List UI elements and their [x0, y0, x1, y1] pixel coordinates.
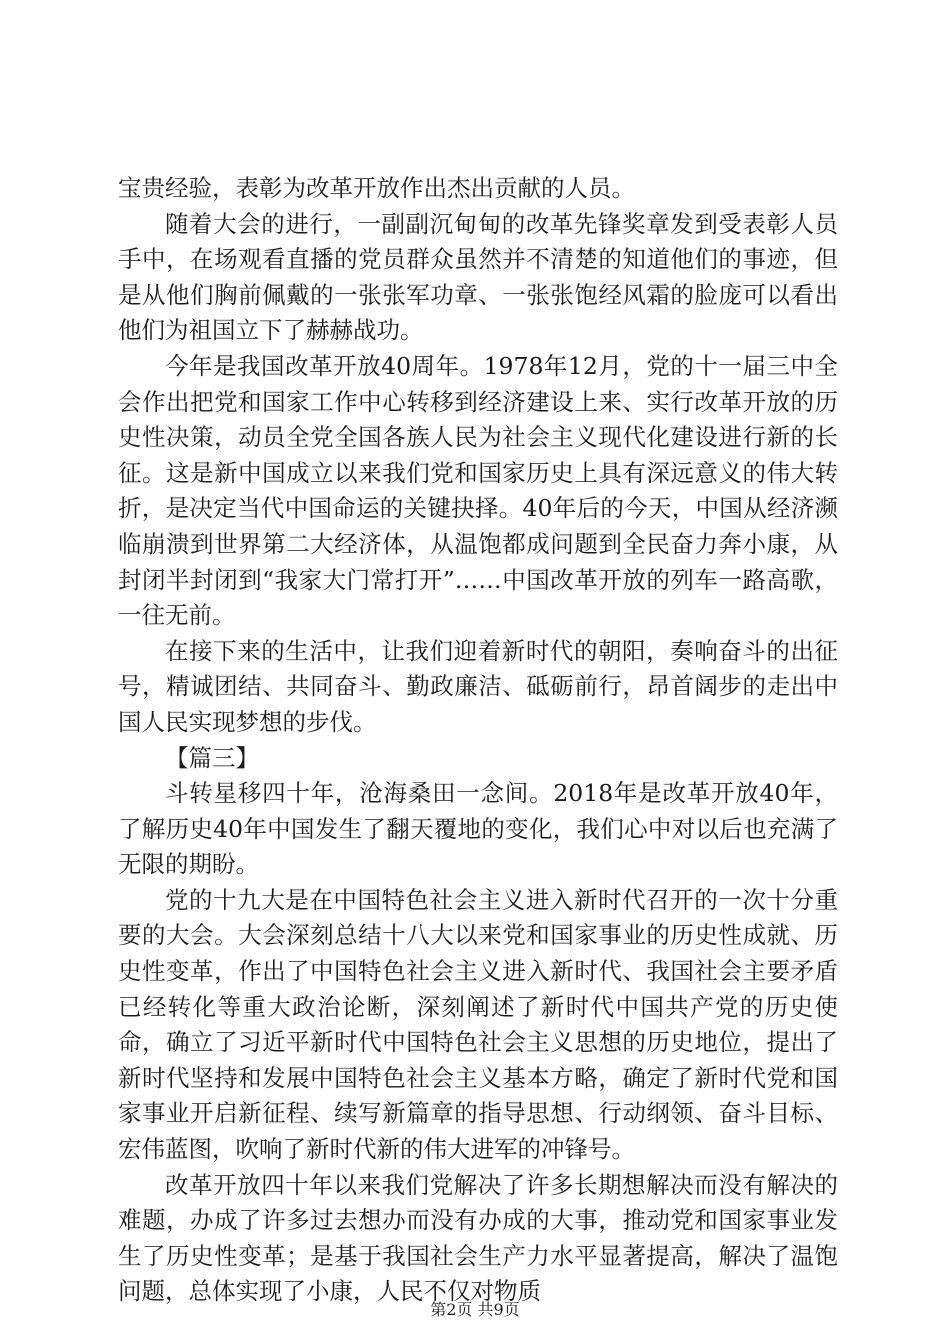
- paragraph: 今年是我国改革开放40周年。1978年12月，党的十一届三中全会作出把党和国家工作中心转移到经济建设上来、实行改革开放的历史性决策，动员全党全国各族人民为社会主义现代化建设进行新的长征。这是新中国成立以来我们党和国家历史上具有深远意义的伟大转折，是决定当代中国命运的关键抉择。40年后的今天，中国从经济濒临崩溃到世界第二大经济体，从温饱都成问题到全民奋力奔小康，从封闭半封闭到“我家大门常打开”……中国改革开放的列车一路高歌，一往无前。: [118, 351, 838, 630]
- paragraph: 随着大会的进行，一副副沉甸甸的改革先锋奖章发到受表彰人员手中，在场观看直播的党员群众虽然并不清楚的知道他们的事迹，但是从他们胸前佩戴的一张张军功章、一张张饱经风霜的脸庞可以看出他们为祖国立下了赫赫战功。: [118, 209, 838, 345]
- paragraph: 在接下来的生活中，让我们迎着新时代的朝阳，奏响奋斗的出征号，精诚团结、共同奋斗、勤政廉洁、砥砺前行，昂首阔步的走出中国人民实现梦想的步伐。: [118, 636, 838, 736]
- paragraph: 改革开放四十年以来我们党解决了许多长期想解决而没有解决的难题，办成了许多过去想办而没有办成的大事，推动党和国家事业发生了历史性变革；是基于我国社会生产力水平显著提高，解决了温饱问题，总体实现了小康，人民不仅对物质: [118, 1170, 838, 1306]
- paragraph: 党的十九大是在中国特色社会主义进入新时代召开的一次十分重要的大会。大会深刻总结十八大以来党和国家事业的历史性成就、历史性变革，作出了中国特色社会主义进入新时代、我国社会主要矛盾已经转化等重大政治论断，深刻阐述了新时代中国共产党的历史使命，确立了习近平新时代中国特色社会主义思想的历史地位，提出了新时代坚持和发展中国特色社会主义基本方略，确定了新时代党和国家事业开启新征程、续写新篇章的指导思想、行动纲领、奋斗目标、宏伟蓝图，吹响了新时代新的伟大进军的冲锋号。: [118, 885, 838, 1164]
- paragraph: 斗转星移四十年，沧海桑田一念间。2018年是改革开放40年，了解历史40年中国发生了翻天覆地的变化，我们心中对以后也充满了无限的期盼。: [118, 779, 838, 879]
- page-number: 第2页 共9页: [430, 1300, 520, 1319]
- paragraph-continuation: 宝贵经验，表彰为改革开放作出杰出贡献的人员。: [118, 174, 635, 202]
- section-heading: 【篇三】: [165, 743, 259, 772]
- document-body: [118, 171, 838, 1310]
